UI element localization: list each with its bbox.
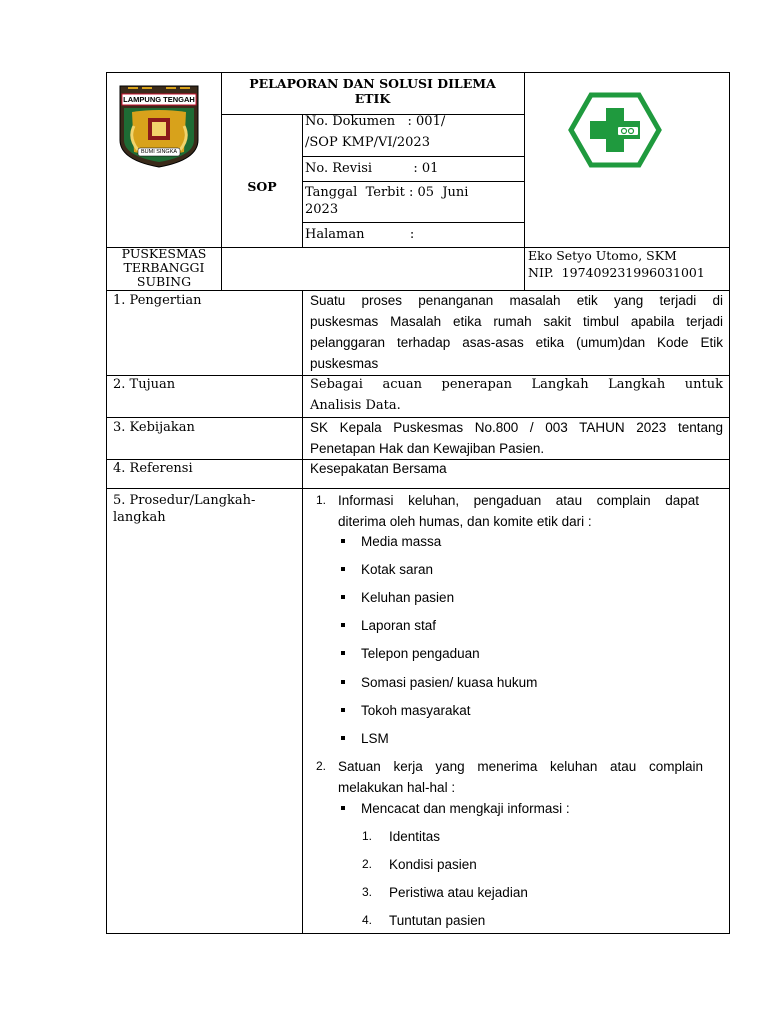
list-item-label: Kotak saran bbox=[361, 562, 434, 577]
step-2-line-2: melakukan hal-hal : bbox=[338, 780, 456, 795]
prosedur-label-line-2: langkah bbox=[113, 510, 166, 525]
list-item-label: Tokoh masyarakat bbox=[361, 703, 471, 718]
region-motto-text: BUMI SINGKA bbox=[140, 149, 178, 155]
document-number-line-2: /SOP KMP/VI/2023 bbox=[305, 135, 430, 150]
title-line-2: ETIK bbox=[354, 91, 391, 106]
sub-item-label: Kondisi pasien bbox=[389, 857, 477, 872]
referensi-label: 4. Referensi bbox=[113, 461, 193, 476]
issue-date-line-1: Tanggal Terbit : 05 Juni bbox=[305, 185, 469, 200]
revision-number: No. Revisi : 01 bbox=[305, 161, 439, 176]
step-1-number: 1. bbox=[316, 493, 327, 507]
bullet-icon bbox=[341, 595, 345, 599]
pengertian-line-2: puskesmas Masalah etika rumah sakit timbul apabila terjadi bbox=[310, 314, 723, 329]
bullet-icon bbox=[341, 680, 345, 684]
step-1-line-1: Informasi keluhan, pengaduan atau complain dapat bbox=[338, 493, 699, 508]
list-item-label: Media massa bbox=[361, 534, 442, 549]
bullet-icon bbox=[341, 623, 345, 627]
tujuan-label: 2. Tujuan bbox=[113, 377, 176, 392]
sub-item-label: Peristiwa atau kejadian bbox=[389, 885, 528, 900]
pengertian-line-4: puskesmas bbox=[310, 356, 379, 371]
kebijakan-line-1: SK Kepala Puskesmas No.800 / 003 TAHUN 2023 tentang bbox=[310, 420, 723, 435]
sub-item-label: Identitas bbox=[389, 829, 441, 844]
document-number-line-1: No. Dokumen : 001/ bbox=[305, 114, 446, 129]
sub-item-number: 1. bbox=[362, 829, 373, 843]
bullet-icon bbox=[341, 736, 345, 740]
sub-item-number: 3. bbox=[362, 885, 373, 899]
pengertian-line-3: pelanggaran terhadap asas-asas etika (umum)dan Kode Etik bbox=[310, 335, 723, 350]
tujuan-line-1: Sebagai acuan penerapan Langkah Langkah untuk bbox=[310, 377, 723, 392]
step-1-line-2: diterima oleh humas, dan komite etik dari : bbox=[338, 514, 592, 529]
pengertian-label: 1. Pengertian bbox=[113, 293, 202, 308]
sub-item-number: 2. bbox=[362, 857, 373, 871]
bullet-icon bbox=[341, 651, 345, 655]
issue-date-line-2: 2023 bbox=[305, 202, 339, 217]
list-item-label: Telepon pengaduan bbox=[361, 646, 480, 661]
region-banner-text: LAMPUNG TENGAH bbox=[123, 95, 195, 104]
step-2-number: 2. bbox=[316, 759, 327, 773]
kebijakan-label: 3. Kebijakan bbox=[113, 420, 195, 435]
signer-nip: NIP. 197409231996031001 bbox=[528, 265, 705, 280]
tujuan-line-2: Analisis Data. bbox=[310, 398, 401, 413]
sop-label: SOP bbox=[247, 179, 277, 194]
org-line-1: PUSKESMAS bbox=[121, 246, 207, 261]
bullet-icon bbox=[341, 806, 345, 810]
bullet-icon bbox=[341, 567, 345, 571]
step-2-line-1: Satuan kerja yang menerima keluhan atau complain bbox=[338, 759, 703, 774]
page-number: Halaman : bbox=[305, 227, 415, 242]
pengertian-line-1: Suatu proses penanganan masalah etik yang terjadi di bbox=[310, 293, 723, 308]
bullet-icon bbox=[341, 539, 345, 543]
list-item-label: Keluhan pasien bbox=[361, 590, 455, 605]
list-item-label: Laporan staf bbox=[361, 618, 437, 633]
list-item-label: Somasi pasien/ kuasa hukum bbox=[361, 675, 538, 690]
signer-name: Eko Setyo Utomo, SKM bbox=[528, 248, 677, 263]
kebijakan-line-2: Penetapan Hak dan Kewajiban Pasien. bbox=[310, 441, 545, 456]
lampung-tengah-emblem bbox=[118, 82, 200, 168]
organization-name bbox=[107, 247, 221, 289]
step-2-bullet-label: Mencacat dan mengkaji informasi : bbox=[361, 801, 570, 816]
org-line-3: SUBING bbox=[136, 274, 192, 289]
sub-item-label: Tuntutan pasien bbox=[389, 913, 486, 928]
referensi-line-1: Kesepakatan Bersama bbox=[310, 461, 447, 476]
bullet-icon bbox=[341, 708, 345, 712]
title-line-1: PELAPORAN DAN SOLUSI DILEMA bbox=[249, 76, 496, 91]
document-title bbox=[222, 76, 523, 106]
prosedur-label-line-1: 5. Prosedur/Langkah- bbox=[113, 493, 256, 508]
sub-item-number: 4. bbox=[362, 913, 373, 927]
list-item-label: LSM bbox=[361, 731, 389, 746]
puskesmas-logo bbox=[568, 92, 662, 168]
org-line-2: TERBANGGI bbox=[123, 260, 205, 275]
